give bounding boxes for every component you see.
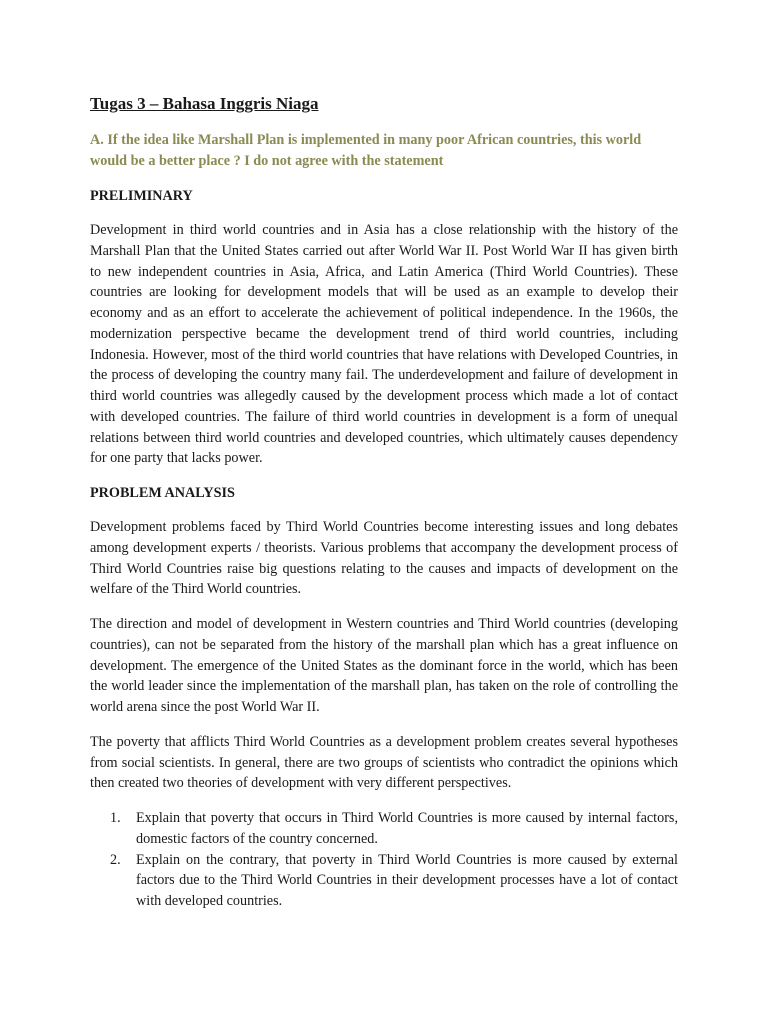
document-page [90,92,678,912]
list-item-text: Explain on the contrary, that poverty in Third World Countries is more caused by external factors due to the Third World Countries in their development processes have a lot of contact with developed countries. [136,851,678,909]
paragraph: Development problems faced by Third World Countries become interesting issues and long debates among development experts / theorists. Various problems that accompany the development process of Third World Countries raise big questions relating to the causes and impacts of development on the welfare of the Third World countries. [90,519,678,598]
list-number: 2. [110,851,121,868]
list-item [90,850,678,912]
paragraph: Development in third world countries and in Asia has a close relationship with the history of the Marshall Plan that the United States carried out after World War II. Post World War II has given birth to new independent countries in Asia, Africa, and Latin America (Third World Countries). These countries are looking for development models that will be used as an example to develop their economy and as an effort to accelerate the achievement of political independence. In the 1960s, the modernization perspective became the development trend of third world countries, including Indonesia. However, most of the third world countries that have relations with Developed Countries, in the process of developing the country many fail. The underdevelopment and failure of development in third world countries was allegedly caused by the development process which made a lot of contact with developed countries. The failure of third world countries in development is a form of unequal relations between third world countries and developed countries, which ultimately causes dependency for one party that lacks power. [90,222,678,467]
paragraph: The poverty that afflicts Third World Countries as a development problem creates several hypotheses from social scientists. In general, there are two groups of scientists who contradict the opinions which then created two theories of development with very different perspectives. [90,733,678,792]
paragraph: The direction and model of development in Western countries and Third World countries (developing countries), can not be separated from the history of the marshall plan which has a great influence on development. The emergence of the United States as the dominant force in the world, which has been the world leader since the implementation of the marshall plan, has taken on the role of controlling the world arena since the post World War II. [90,616,678,715]
list-number: 1. [110,810,121,826]
section-preliminary [90,186,678,469]
question-statement: A. If the idea like Marshall Plan is implemented in many poor African countries, this world would be a better place ? I do not agree with the statement [90,132,642,169]
numbered-list [90,808,678,912]
section-heading-preliminary: PRELIMINARY [90,188,193,204]
section-heading-problem-analysis: PROBLEM ANALYSIS [90,485,235,501]
list-item [90,808,678,850]
list-item-text: Explain that poverty that occurs in Third World Countries is more caused by internal factors, domestic factors of the country concerned. [136,810,678,847]
section-problem-analysis [90,483,678,912]
document-title: Tugas 3 – Bahasa Inggris Niaga [90,94,319,113]
